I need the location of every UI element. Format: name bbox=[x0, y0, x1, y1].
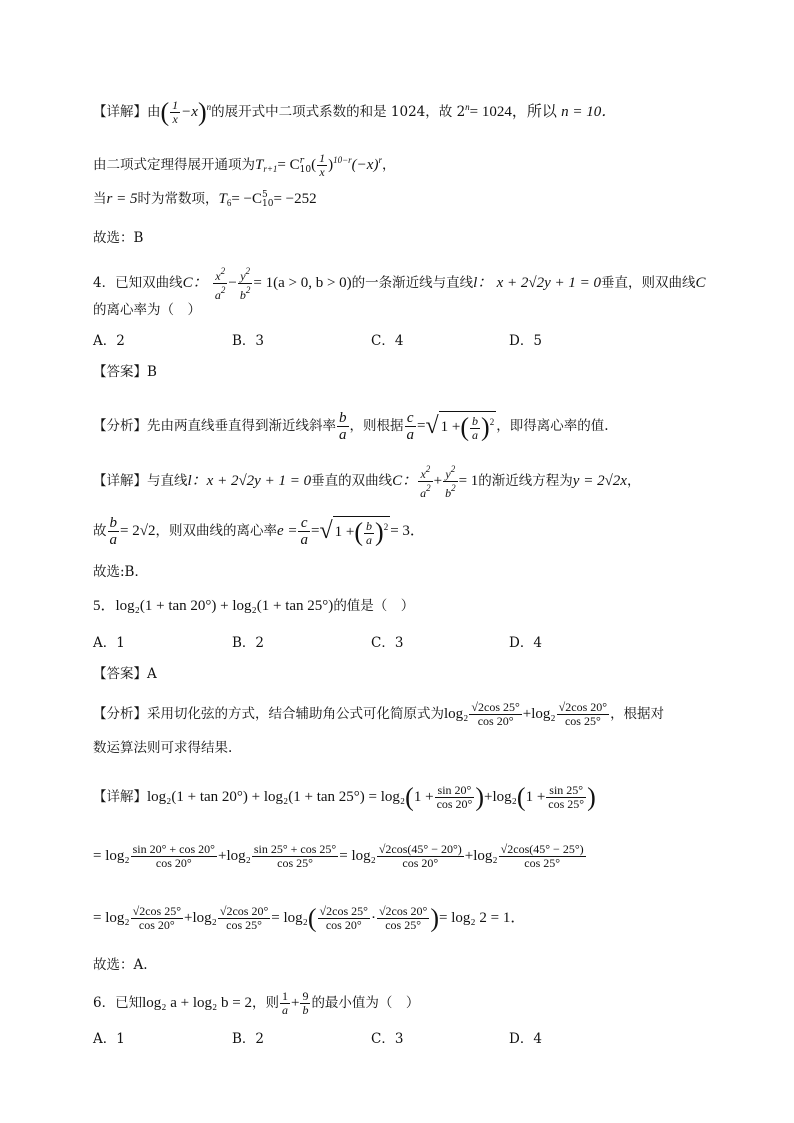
q5-opt-a-text: A．1 bbox=[93, 635, 125, 651]
q4-a2: a bbox=[420, 486, 427, 500]
q5-opt-c-text: C．3 bbox=[371, 635, 404, 651]
q5-plus-d2b: + bbox=[464, 848, 474, 864]
q3-gt-T: T bbox=[255, 157, 264, 173]
q5-dot: · bbox=[370, 910, 376, 926]
q4-sq4: 2 bbox=[245, 285, 251, 295]
q4-analysis-end: ，即得离心率的值. bbox=[496, 418, 609, 434]
q6-opt-c-text: C．3 bbox=[371, 1031, 404, 1047]
q3-const-line bbox=[93, 189, 317, 213]
q5-c4520n: √2cos(45° − 20°) bbox=[378, 842, 462, 856]
frac-c4520 bbox=[377, 843, 464, 870]
q4-b: b bbox=[239, 288, 246, 302]
frac-b-a bbox=[337, 410, 349, 443]
q5-a2d: cos 25° bbox=[564, 714, 601, 728]
q4-y2: y bbox=[445, 467, 451, 481]
q4-d2-end: = 3． bbox=[390, 523, 425, 539]
q5-d1-lhs: log₂(1 + tan 20°) + log₂(1 + tan 25°) = log₂ bbox=[147, 789, 406, 805]
q5-sc25d: cos 25° bbox=[277, 856, 313, 870]
q4-sq2: 2 bbox=[220, 285, 226, 295]
q5-choice bbox=[93, 955, 148, 975]
q4-answer bbox=[93, 362, 157, 382]
q6-opt-a-text: A．1 bbox=[93, 1031, 125, 1047]
q5-t20d: cos 20° bbox=[436, 797, 473, 811]
q4-choice bbox=[93, 562, 148, 582]
q5-oneplus1: 1 + bbox=[413, 789, 434, 805]
q6-plus: + bbox=[290, 995, 300, 1011]
q5-c4525d: cos 25° bbox=[524, 856, 561, 870]
q4-sq5: 2 bbox=[489, 417, 495, 428]
q4-fc2: c bbox=[298, 515, 310, 532]
q3-exp: n bbox=[206, 102, 212, 112]
q5-a1d: cos 20° bbox=[477, 714, 514, 728]
q3-eq: = 1024，所以 bbox=[469, 104, 557, 120]
frac-a1 bbox=[469, 701, 521, 728]
q4-fc: c bbox=[405, 410, 417, 427]
q5-eq3: = log₂ bbox=[93, 910, 130, 926]
q5-detail-line3: = log₂ $\frac{√2\cos 25^\circ}{\cos 20^\circ}$ +log₂ $\frac{√2\cos 20^\circ}{\cos 25^\circ}$ = log₂( $\frac{√2\cos 25^\circ}{\cos 20^\circ}$ · $\frac{√2\cos 20^\circ}{\cos 25^\circ}$ )= log₂ 2 = 1． bbox=[93, 903, 526, 933]
q3-const-val: = −252 bbox=[273, 191, 317, 207]
frac-b3 bbox=[318, 905, 370, 932]
q4-fb2: b bbox=[472, 413, 479, 428]
q4-sq6: 2 bbox=[425, 464, 431, 474]
q5-opt-b-text: B．2 bbox=[232, 635, 265, 651]
q5-eq4: = log₂ bbox=[271, 910, 308, 926]
detail-label-3: 【详解】 bbox=[93, 789, 147, 805]
q5-plus-d1: + bbox=[484, 789, 493, 805]
q5-log2f: log₂ bbox=[192, 910, 217, 926]
q4-b2: b bbox=[445, 486, 452, 500]
q5-log2a: log₂ bbox=[444, 706, 469, 722]
q6-opt-b-text: B．2 bbox=[232, 1031, 265, 1047]
answer-label: 【答案】 bbox=[93, 364, 147, 380]
q5-b4n: √2cos 20° bbox=[378, 904, 428, 918]
q4-detail-comma: ， bbox=[626, 473, 641, 489]
q4-analysis-mid: ，则根据 bbox=[349, 418, 404, 434]
q5-choice-text: 故选：A. bbox=[93, 957, 148, 973]
q3-gt-c-sup: r bbox=[299, 155, 304, 166]
q3-detail-text: 由 bbox=[147, 104, 161, 120]
q6-stem-pre: 6．已知 bbox=[93, 995, 143, 1011]
q4-a: a bbox=[214, 288, 221, 302]
q3-const-c-sub: 10 bbox=[262, 198, 274, 209]
q3-gt-tail: (−x) bbox=[351, 157, 379, 173]
frac-sc20 bbox=[131, 843, 217, 870]
q4-d2-mid: ，则双曲线的离心率 bbox=[155, 523, 277, 539]
frac-c-a bbox=[405, 410, 417, 443]
q5-stem-expr: 5．log₂(1 + tan 20°) + log₂(1 + tan 25°) bbox=[93, 598, 334, 614]
q3-const-pre: 当 bbox=[93, 191, 107, 207]
q4-sq1: 2 bbox=[220, 266, 226, 276]
q4-x: x bbox=[215, 269, 221, 283]
q6-d2: b bbox=[302, 1003, 309, 1017]
frac-a2 bbox=[557, 701, 609, 728]
q4-answer-value: B bbox=[147, 364, 157, 380]
sqrt-ecc: √ 1 +( $\frac{b}{a}$ )$^2$ bbox=[425, 413, 495, 443]
q4-stem-c: C： bbox=[182, 275, 208, 291]
q6-n2: 9 bbox=[302, 989, 309, 1003]
answer-label-2: 【答案】 bbox=[93, 666, 147, 682]
q4-stem-line2-text: 的离心率为（ ） bbox=[93, 302, 201, 318]
q6-stem bbox=[93, 990, 419, 1017]
q4-stem-pre: 4．已知双曲线 bbox=[93, 275, 183, 291]
q5-answer-value: A bbox=[147, 666, 157, 682]
q5-t25n: sin 25° bbox=[546, 784, 586, 798]
q3-gt-exp: 10−r bbox=[333, 155, 352, 165]
q5-log2c: log₂ bbox=[492, 789, 517, 805]
q4-detail-line2: 故 $\frac{b}{a}$ = 2√2，则双曲线的离心率e = $\frac{c}{a}$ =√ 1 +( $\frac{b}{a}$ )$^2$ = 3． bbox=[93, 515, 425, 548]
detail-label-2: 【详解】 bbox=[93, 473, 147, 489]
q5-analysis-post: ，根据对 bbox=[610, 706, 665, 722]
q4-option-b[interactable] bbox=[232, 331, 264, 351]
q3-gt-eq: = C bbox=[277, 157, 300, 173]
frac-x2-a2-b bbox=[418, 463, 433, 500]
q5-b3n: √2cos 25° bbox=[319, 904, 368, 918]
q5-answer bbox=[93, 664, 157, 684]
q3-detail-line bbox=[93, 97, 616, 126]
q6-d1: a bbox=[281, 1003, 288, 1017]
frac-c-a-2 bbox=[298, 515, 310, 548]
q4-option-c[interactable] bbox=[371, 331, 403, 351]
q4-opt-d-text: D．5 bbox=[509, 333, 542, 349]
q6-opt-d-text: D．4 bbox=[509, 1031, 542, 1047]
frac-9-b bbox=[300, 990, 310, 1017]
paren-open: ( bbox=[160, 97, 170, 127]
q5-eq2: = log₂ bbox=[339, 848, 376, 864]
q5-c4525n: √2cos(45° − 25°) bbox=[500, 842, 584, 856]
q3-gt-sub: r+1 bbox=[263, 164, 278, 174]
frac-x2-a2 bbox=[213, 265, 228, 302]
q5-option-d[interactable] bbox=[509, 633, 542, 653]
q3-const-T-sub: 6 bbox=[226, 198, 232, 208]
q5-sc25n: sin 25° + cos 25° bbox=[253, 842, 337, 856]
frac-sc25 bbox=[252, 843, 338, 870]
q6-option-d[interactable] bbox=[509, 1029, 542, 1049]
q4-opt-b-text: B．3 bbox=[232, 333, 265, 349]
q3-const-r: r = 5 bbox=[106, 191, 138, 207]
q4-stem-line: x + 2√2y + 1 = 0 bbox=[496, 275, 602, 291]
q6-option-a[interactable] bbox=[93, 1029, 125, 1049]
q4-option-d[interactable] bbox=[509, 331, 542, 351]
frac-b1 bbox=[131, 905, 183, 932]
q5-analysis-line2-text: 数运算法则可求得结果. bbox=[93, 740, 233, 756]
q5-b3d: cos 20° bbox=[325, 918, 362, 932]
q6-stem-cond: log₂ a + log₂ b = 2 bbox=[142, 995, 252, 1011]
q3-exp2: n bbox=[465, 102, 470, 112]
q5-t25d: cos 25° bbox=[548, 797, 585, 811]
q5-oneplus2: 1 + bbox=[525, 789, 546, 805]
q5-a1n: √2cos 25° bbox=[471, 700, 520, 714]
q4-stem-end: 垂直，则双曲线 bbox=[601, 275, 696, 291]
analysis-label: 【分析】 bbox=[93, 418, 147, 434]
q4-sq10: 2 bbox=[383, 522, 389, 533]
q5-sc20d: cos 20° bbox=[155, 856, 192, 870]
q3-const-c-scripts bbox=[262, 191, 273, 209]
q4-detail-pre: 与直线 bbox=[147, 473, 188, 489]
frac-b4 bbox=[377, 905, 429, 932]
q4-opt-c-text: C．4 bbox=[371, 333, 404, 349]
q5-plus-d3: + bbox=[184, 910, 193, 926]
q5-opt-d-text: D．4 bbox=[509, 635, 542, 651]
q5-detail-line1: 【详解】log₂(1 + tan 20°) + log₂(1 + tan 25°) = log₂(1 + $\frac{\sin 20^\circ}{\cos 20^\circ}$ )+log₂(1 + $\frac{\sin 25^\circ}{\cos 25^\circ}$ ) bbox=[93, 782, 596, 812]
q4-fa2: a bbox=[406, 427, 414, 443]
q4-stem-mid: 的一条渐近线与直线 bbox=[351, 275, 474, 291]
detail-label: 【详解】 bbox=[93, 104, 147, 120]
q5-eq1: = log₂ bbox=[93, 848, 130, 864]
q4-detail-asym-eq: y = 2√2x bbox=[572, 473, 627, 489]
q5-sc20n: sin 20° + cos 20° bbox=[132, 842, 215, 856]
q4-stem-l: l： bbox=[473, 275, 493, 291]
q5-b1d: cos 20° bbox=[138, 918, 175, 932]
q5-b2d: cos 25° bbox=[226, 918, 262, 932]
q3-gt-tail-sup: r bbox=[378, 155, 382, 165]
q4-fb: b bbox=[339, 410, 347, 426]
q4-sq8: 2 bbox=[450, 464, 456, 474]
q4-y: y bbox=[240, 269, 246, 283]
q3-gt-comma: ， bbox=[381, 157, 396, 173]
frac-y2-b2 bbox=[238, 265, 253, 302]
q4-d2-e: e = bbox=[276, 523, 298, 539]
q3-detail-mid: 的展开式中二项式系数的和是 1024，故 2 bbox=[211, 104, 466, 120]
q4-stem-line1: 4．已知双曲线C： $\frac{x^2}{a^2}$ − $\frac{y^2}{b^2}$ = 1(a > 0, b > 0)的一条渐近线与直线l： x + 2√2y + 1 = 0垂直，则双曲线C bbox=[93, 266, 706, 302]
q4-oneplus2: 1 + bbox=[334, 524, 355, 541]
q5-c4520d: cos 20° bbox=[402, 856, 439, 870]
q4-opt-a-text: A．2 bbox=[93, 333, 125, 349]
q5-plus-a: + bbox=[522, 706, 532, 722]
frac-b2 bbox=[218, 905, 270, 932]
q6-stem-end: 的最小值为（ ） bbox=[311, 995, 420, 1011]
q6-option-c[interactable] bbox=[371, 1029, 403, 1049]
frac-y2-b2-b bbox=[443, 463, 458, 500]
q4-oneplus: 1 + bbox=[440, 419, 461, 436]
q3-general-term-line: 由二项式定理得展开通项为$T_{r+1}= C$ r 10 ( $\frac{1}{x}$ )$^{10-r}(-x)^r$， bbox=[93, 151, 396, 179]
q5-b1n: √2cos 25° bbox=[132, 904, 181, 918]
q4-cond: = 1(a > 0, b > 0) bbox=[253, 275, 352, 291]
q3-choice-text: 故选：B bbox=[93, 230, 144, 246]
q4-detail-eq: = 1 bbox=[458, 473, 479, 489]
q5-t20n: sin 20° bbox=[435, 784, 475, 798]
q4-sq9: 2 bbox=[451, 483, 456, 493]
q3-gt-c-scripts bbox=[300, 157, 311, 175]
q4-d2-val: = 2√2 bbox=[120, 523, 156, 539]
q4-stem-line2 bbox=[93, 300, 201, 320]
q4-fa3: a bbox=[472, 427, 479, 442]
q4-detail-mid: 垂直的双曲线 bbox=[311, 473, 393, 489]
q5-detail-line2 bbox=[93, 843, 587, 870]
frac-one-over-x: $\frac{1}{x}$ bbox=[172, 98, 179, 126]
q5-tail: = log₂ 2 = 1． bbox=[439, 910, 526, 926]
frac-tan25 bbox=[546, 784, 586, 811]
frac-c4525 bbox=[499, 843, 586, 870]
frac-b-a-2 bbox=[108, 515, 120, 548]
q5-plus-d2a: + bbox=[217, 848, 227, 864]
q3-const-mid: 时为常数项， bbox=[137, 191, 219, 207]
frac-one-over-x-2: $\frac{1}{x}$ bbox=[319, 151, 326, 179]
q3-gt-pre: 由二项式定理得展开通项为 bbox=[93, 157, 255, 173]
q5-log2e: log₂ bbox=[473, 848, 498, 864]
q4-analysis: 【分析】先由两直线垂直得到渐近线斜率 $\frac{b}{a}$ ，则根据 $\frac{c}{a}$ =√ 1 +( $\frac{b}{a}$ )$^2$ ，即得离心率的值. bbox=[93, 410, 609, 443]
q6-n1: 1 bbox=[281, 989, 288, 1003]
q4-fb4: b bbox=[366, 518, 373, 533]
q3-expr: −x bbox=[181, 104, 198, 120]
q4-option-a[interactable] bbox=[93, 331, 125, 351]
q6-stem-mid: ，则 bbox=[251, 995, 279, 1011]
q4-detail-line: l：x + 2√2y + 1 = 0 bbox=[187, 473, 312, 489]
q5-log2d: log₂ bbox=[226, 848, 251, 864]
q4-choice-text: 故选:B． bbox=[93, 564, 148, 580]
q4-analysis-pre: 先由两直线垂直得到渐近线斜率 bbox=[147, 418, 336, 434]
q4-sq7: 2 bbox=[426, 483, 431, 493]
q4-detail-line1: 【详解】与直线l：x + 2√2y + 1 = 0垂直的双曲线C： $\frac{x^2}{a^2}$ + $\frac{y^2}{b^2}$ = 1的渐近线方程为y = 2√2x， bbox=[93, 464, 641, 500]
q6-option-b[interactable] bbox=[232, 1029, 264, 1049]
q4-fa6: a bbox=[366, 532, 373, 547]
q4-fb3: b bbox=[109, 515, 117, 531]
q5-stem bbox=[93, 596, 414, 616]
q4-d2-pre: 故 bbox=[93, 523, 107, 539]
q4-sq3: 2 bbox=[245, 266, 251, 276]
q4-detail-asym: 的渐近线方程为 bbox=[478, 473, 573, 489]
q4-fa: a bbox=[339, 427, 347, 443]
analysis-label-2: 【分析】 bbox=[93, 706, 147, 722]
q4-x2: x bbox=[420, 467, 426, 481]
q5-option-a[interactable] bbox=[93, 633, 125, 653]
paren-close: ) bbox=[197, 97, 207, 127]
q5-analysis-line2 bbox=[93, 738, 232, 758]
q4-fa4: a bbox=[109, 532, 117, 548]
frac-tan20 bbox=[435, 784, 475, 811]
q3-end: n = 10． bbox=[561, 104, 617, 120]
q3-choice bbox=[93, 228, 143, 248]
q5-a2n: √2cos 20° bbox=[558, 700, 608, 714]
q5-stem-end: 的值是（ ） bbox=[333, 598, 415, 614]
q4-stem-c2: C bbox=[695, 275, 706, 291]
q3-gt-c-sub: 10 bbox=[299, 164, 312, 175]
q4-fa5: a bbox=[300, 532, 308, 548]
q5-analysis-line1 bbox=[93, 701, 664, 728]
q4-detail-c: C： bbox=[392, 473, 418, 489]
q5-option-b[interactable] bbox=[232, 633, 264, 653]
q5-b4d: cos 25° bbox=[385, 918, 422, 932]
q5-option-c[interactable] bbox=[371, 633, 403, 653]
sqrt-ecc-2: √ 1 +( $\frac{b}{a}$ )$^2$ bbox=[319, 518, 389, 548]
q5-analysis-pre: 采用切化弦的方式，结合辅助角公式可化简原式为 bbox=[147, 706, 444, 722]
frac-1-a bbox=[280, 990, 290, 1017]
q5-log2b: log₂ bbox=[531, 706, 556, 722]
q3-const-c-sup: 5 bbox=[262, 189, 268, 200]
q3-const-T: T bbox=[218, 191, 227, 207]
q5-b2n: √2cos 20° bbox=[219, 904, 269, 918]
q3-const-eq: = −C bbox=[231, 191, 262, 207]
